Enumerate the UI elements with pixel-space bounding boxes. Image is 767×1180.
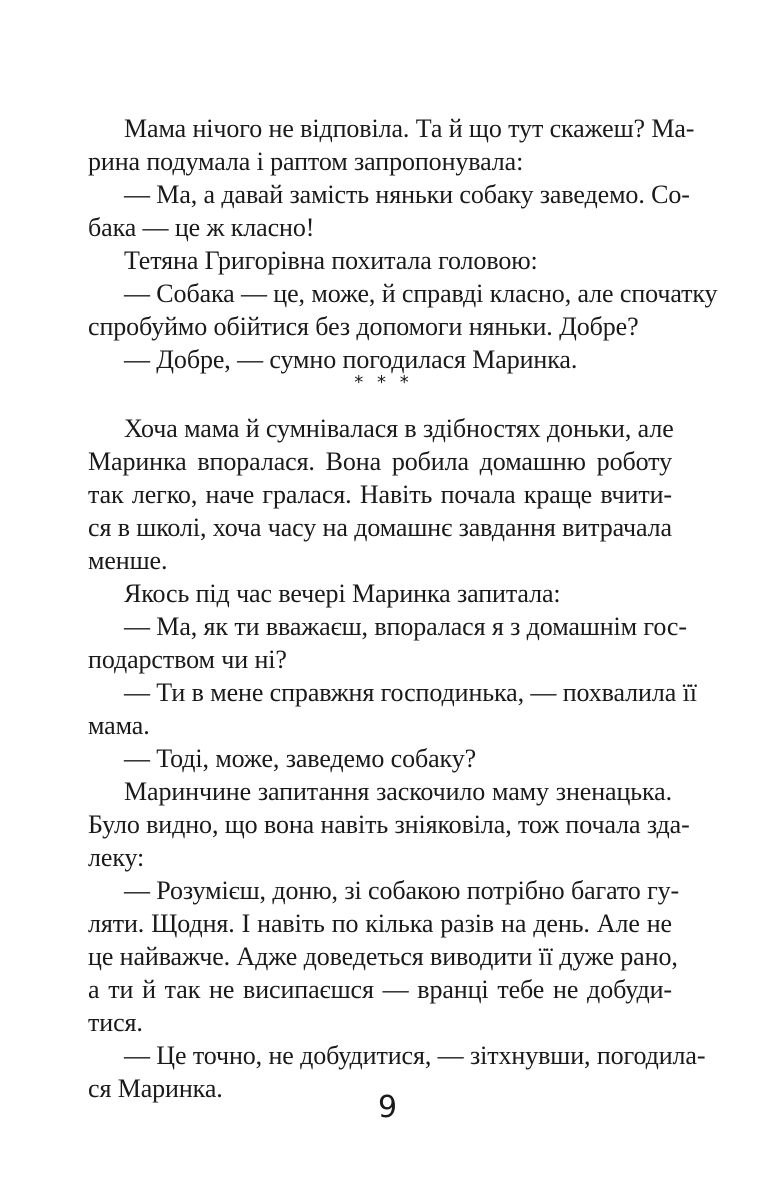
text-line: — Добре, — сумно погодилася Маринка. <box>124 345 578 374</box>
text-line: — Це точно, не добудитися, — зітхнувши, погодила- <box>124 1041 706 1070</box>
text-line: Тетяна Григорівна похитала головою: <box>124 246 538 275</box>
text-line: Було видно, що вона навіть зніяковіла, тож почала зда- <box>88 810 690 839</box>
text-line: ся в школі, хоча часу на домашнє завдання витрачала <box>88 513 672 542</box>
text-line: бака — це ж класно! <box>88 213 315 242</box>
text-line: — Ма, а давай замість няньки собаку заведемо. Со- <box>124 180 690 209</box>
text-line: рина подумала і раптом запропонувала: <box>88 147 524 176</box>
text-line: Якось під час вечері Маринка запитала: <box>124 579 561 608</box>
page-number: 9 <box>377 1090 398 1125</box>
text-line: тися. <box>88 1008 143 1037</box>
text-line: — Ма, як ти вважаєш, впоралася я з домашнім гос- <box>124 612 687 641</box>
text-line: Хоча мама й сумнівалася в здібностях доньки, але <box>124 414 674 443</box>
section-separator: * * * <box>354 372 413 393</box>
text-line: спробуймо обійтися без допомоги няньки. Добре? <box>88 312 639 341</box>
text-line: Мама нічого не відповіла. Та й що тут скажеш? Ма- <box>124 114 695 143</box>
text-line: так легко, наче гралася. Навіть почала краще вчити- <box>88 480 672 509</box>
text-line: це найважче. Адже доведеться виводити її дуже рано, <box>88 942 678 971</box>
text-line: — Розумієш, доню, зі собакою потрібно багато гу- <box>124 876 680 905</box>
text-line: подарством чи ні? <box>88 645 287 674</box>
text-line: мама. <box>88 711 150 740</box>
text-line: менше. <box>88 546 168 575</box>
text-line: а ти й так не висипаєшся — вранці тебе не добуди- <box>88 975 672 1004</box>
text-line: Маринчине запитання заскочило маму зненацька. <box>124 777 672 806</box>
text-line: ся Маринка. <box>88 1074 223 1103</box>
text-line: леку: <box>88 843 145 872</box>
text-line: — Собака — це, може, й справді класно, але спочатку <box>124 279 718 308</box>
text-line: — Тоді, може, заведемо собаку? <box>124 744 477 773</box>
text-line: Маринка впоралася. Вона робила домашню роботу <box>88 447 672 476</box>
text-line: ляти. Щодня. І навіть по кілька разів на день. Але не <box>88 909 672 938</box>
text-line: — Ти в мене справжня господинька, — похвалила її <box>124 678 697 707</box>
